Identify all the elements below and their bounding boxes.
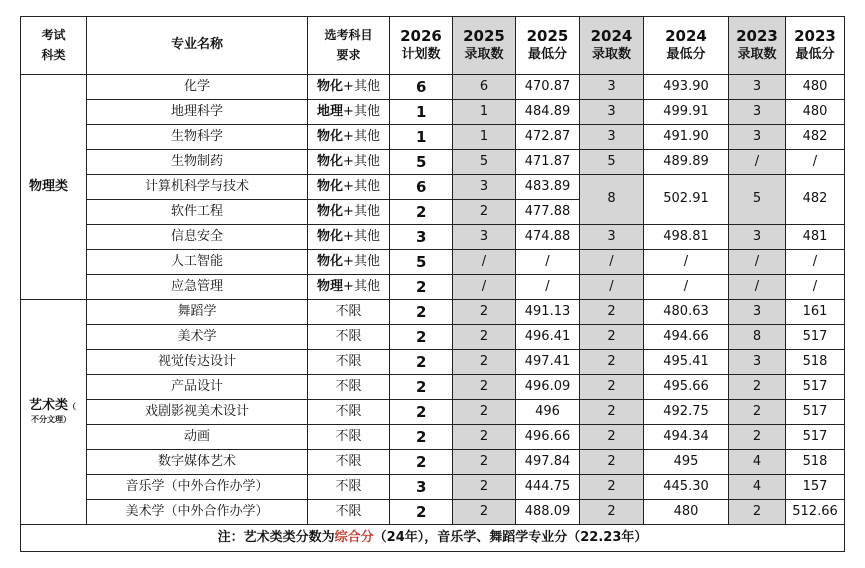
admitted-2024: 3 — [580, 75, 644, 100]
subject-requirement — [308, 150, 390, 175]
min-score-2023: 517 — [786, 375, 845, 400]
min-score-2023: 517 — [786, 400, 845, 425]
admitted-2023: 4 — [729, 450, 786, 475]
table-row — [21, 150, 845, 175]
subject-requirement: 不限 — [308, 400, 390, 425]
min-score-2024: 493.90 — [644, 75, 729, 100]
admitted-2025: 2 — [453, 300, 516, 325]
admitted-2025: 2 — [453, 325, 516, 350]
min-score-2023: 517 — [786, 325, 845, 350]
footer-note — [21, 525, 845, 552]
admitted-2025: 1 — [453, 125, 516, 150]
min-score-2023: 512.66 — [786, 500, 845, 525]
min-score-2023: / — [786, 250, 845, 275]
min-score-2023: / — [786, 150, 845, 175]
major-name: 美术学（中外合作办学） — [87, 500, 308, 525]
footer-prefix: 注：艺术类类分数为 — [217, 529, 335, 545]
admitted-2025: 5 — [453, 150, 516, 175]
subject-bold: 物化 — [317, 253, 344, 269]
plan-2026: 1 — [390, 125, 453, 150]
plan-2026: 2 — [390, 275, 453, 300]
subject-bold: 物化 — [317, 78, 344, 94]
min-score-2023: 161 — [786, 300, 845, 325]
table-row — [21, 175, 845, 200]
subject-bold: 物理 — [317, 278, 344, 294]
admitted-2024: 2 — [580, 375, 644, 400]
table-row — [21, 425, 845, 450]
table-row — [21, 225, 845, 250]
min-score-2023: 482 — [786, 125, 845, 150]
subject-bold: 物化 — [317, 203, 344, 219]
admitted-2024: 2 — [580, 300, 644, 325]
min-score-2024: / — [644, 275, 729, 300]
admitted-2024: 2 — [580, 400, 644, 425]
major-name: 音乐学（中外合作办学） — [87, 475, 308, 500]
subject-requirement: 不限 — [308, 500, 390, 525]
header-major: 专业名称 — [87, 17, 308, 75]
major-name: 信息安全 — [87, 225, 308, 250]
major-name: 地理科学 — [87, 100, 308, 125]
admitted-2025: 6 — [453, 75, 516, 100]
subject-rest: +其他 — [343, 128, 380, 144]
admitted-2023: 2 — [729, 500, 786, 525]
table-row — [21, 450, 845, 475]
admitted-2025: / — [453, 250, 516, 275]
min-score-2025: / — [516, 250, 580, 275]
admitted-2023: 3 — [729, 225, 786, 250]
plan-2026: 3 — [390, 475, 453, 500]
admitted-2024: 3 — [580, 100, 644, 125]
min-score-2025: 471.87 — [516, 150, 580, 175]
admitted-2023: 3 — [729, 125, 786, 150]
min-score-2023: 518 — [786, 450, 845, 475]
admitted-2024: 2 — [580, 350, 644, 375]
admitted-2025: 2 — [453, 375, 516, 400]
min-score-2023: 518 — [786, 350, 845, 375]
plan-2026: 2 — [390, 450, 453, 475]
admitted-2024: 3 — [580, 125, 644, 150]
admitted-2023: 8 — [729, 325, 786, 350]
min-score-2024: 491.90 — [644, 125, 729, 150]
min-score-2024: / — [644, 250, 729, 275]
min-score-2025: 497.84 — [516, 450, 580, 475]
header-min-2025: 2025 最低分 — [516, 17, 580, 75]
subject-rest: +其他 — [343, 153, 380, 169]
admitted-2024: / — [580, 250, 644, 275]
admitted-2023: 4 — [729, 475, 786, 500]
table-row — [21, 75, 845, 100]
admission-score-table — [20, 16, 845, 552]
admission-table-frame — [20, 16, 845, 552]
admitted-2024: 2 — [580, 325, 644, 350]
plan-2026: 6 — [390, 75, 453, 100]
admitted-2024: / — [580, 275, 644, 300]
admitted-2025: 2 — [453, 475, 516, 500]
header-adm-2024: 2024 录取数 — [580, 17, 644, 75]
table-row — [21, 350, 845, 375]
table-row — [21, 500, 845, 525]
admitted-2024: 2 — [580, 450, 644, 475]
category-art-paren: （ — [68, 402, 77, 412]
table-row — [21, 375, 845, 400]
major-name: 产品设计 — [87, 375, 308, 400]
admitted-2023: / — [729, 250, 786, 275]
major-name: 舞蹈学 — [87, 300, 308, 325]
header-adm-2025: 2025 录取数 — [453, 17, 516, 75]
subject-rest: +其他 — [343, 228, 380, 244]
admitted-2025: 2 — [453, 425, 516, 450]
subject-requirement: 不限 — [308, 475, 390, 500]
min-score-2025: 496 — [516, 400, 580, 425]
subject-rest: +其他 — [343, 103, 380, 119]
min-score-2024: 495.41 — [644, 350, 729, 375]
table-row — [21, 100, 845, 125]
min-score-2023: 517 — [786, 425, 845, 450]
subject-rest: +其他 — [343, 278, 380, 294]
min-score-2025: 496.09 — [516, 375, 580, 400]
min-score-2025: 474.88 — [516, 225, 580, 250]
admitted-2024: 2 — [580, 475, 644, 500]
admitted-2024: 5 — [580, 150, 644, 175]
admitted-2025: 2 — [453, 400, 516, 425]
subject-bold: 物化 — [317, 153, 344, 169]
admitted-2024: 3 — [580, 225, 644, 250]
min-score-2023: 480 — [786, 75, 845, 100]
admitted-2023: 3 — [729, 100, 786, 125]
subject-rest: +其他 — [343, 253, 380, 269]
subject-requirement — [308, 175, 390, 200]
header-plan-2026: 2026 计划数 — [390, 17, 453, 75]
min-score-2025: 483.89 — [516, 175, 580, 200]
min-score-2025: 491.13 — [516, 300, 580, 325]
table-row — [21, 475, 845, 500]
admitted-2023: 3 — [729, 350, 786, 375]
admitted-2023: 5 — [729, 175, 786, 225]
admitted-2024: 8 — [580, 175, 644, 225]
min-score-2024: 502.91 — [644, 175, 729, 225]
plan-2026: 5 — [390, 250, 453, 275]
major-name: 生物科学 — [87, 125, 308, 150]
subject-requirement — [308, 75, 390, 100]
subject-bold: 物化 — [317, 178, 344, 194]
min-score-2024: 489.89 — [644, 150, 729, 175]
min-score-2025: 472.87 — [516, 125, 580, 150]
subject-rest: +其他 — [343, 78, 380, 94]
admitted-2024: 2 — [580, 425, 644, 450]
major-name: 化学 — [87, 75, 308, 100]
major-name: 人工智能 — [87, 250, 308, 275]
major-name: 应急管理 — [87, 275, 308, 300]
plan-2026: 6 — [390, 175, 453, 200]
major-name: 动画 — [87, 425, 308, 450]
subject-requirement — [308, 100, 390, 125]
subject-requirement — [308, 275, 390, 300]
major-name: 数字媒体艺术 — [87, 450, 308, 475]
subject-requirement — [308, 200, 390, 225]
major-name: 计算机科学与技术 — [87, 175, 308, 200]
subject-requirement — [308, 125, 390, 150]
plan-2026: 2 — [390, 500, 453, 525]
major-name: 美术学 — [87, 325, 308, 350]
plan-2026: 3 — [390, 225, 453, 250]
admitted-2025: 1 — [453, 100, 516, 125]
subject-requirement — [308, 225, 390, 250]
min-score-2025: / — [516, 275, 580, 300]
plan-2026: 2 — [390, 375, 453, 400]
subject-requirement: 不限 — [308, 325, 390, 350]
admitted-2023: 3 — [729, 75, 786, 100]
plan-2026: 2 — [390, 400, 453, 425]
admitted-2025: 2 — [453, 450, 516, 475]
plan-2026: 2 — [390, 325, 453, 350]
header-adm-2023: 2023 录取数 — [729, 17, 786, 75]
admitted-2025: 3 — [453, 225, 516, 250]
subject-requirement: 不限 — [308, 425, 390, 450]
major-name: 生物制药 — [87, 150, 308, 175]
admitted-2025: / — [453, 275, 516, 300]
footer-highlight: 综合分 — [334, 529, 374, 545]
table-row — [21, 250, 845, 275]
min-score-2023: 481 — [786, 225, 845, 250]
min-score-2024: 492.75 — [644, 400, 729, 425]
min-score-2025: 496.41 — [516, 325, 580, 350]
min-score-2025: 477.88 — [516, 200, 580, 225]
subject-bold: 物化 — [317, 128, 344, 144]
admitted-2023: 2 — [729, 375, 786, 400]
min-score-2023: 480 — [786, 100, 845, 125]
min-score-2024: 495.66 — [644, 375, 729, 400]
category-art-sub: 不分文理） — [31, 414, 71, 424]
subject-requirement: 不限 — [308, 300, 390, 325]
min-score-2024: 445.30 — [644, 475, 729, 500]
header-min-2023: 2023 最低分 — [786, 17, 845, 75]
subject-requirement: 不限 — [308, 450, 390, 475]
major-name: 戏剧影视美术设计 — [87, 400, 308, 425]
major-name: 视觉传达设计 — [87, 350, 308, 375]
major-name: 软件工程 — [87, 200, 308, 225]
table-row — [21, 125, 845, 150]
min-score-2025: 496.66 — [516, 425, 580, 450]
admitted-2025: 2 — [453, 500, 516, 525]
min-score-2024: 495 — [644, 450, 729, 475]
plan-2026: 2 — [390, 350, 453, 375]
min-score-2025: 470.87 — [516, 75, 580, 100]
subject-requirement — [308, 250, 390, 275]
plan-2026: 5 — [390, 150, 453, 175]
admitted-2023: 2 — [729, 400, 786, 425]
subject-rest: +其他 — [343, 203, 380, 219]
admitted-2025: 3 — [453, 175, 516, 200]
table-row — [21, 400, 845, 425]
table-row — [21, 300, 845, 325]
subject-requirement: 不限 — [308, 375, 390, 400]
min-score-2024: 494.34 — [644, 425, 729, 450]
min-score-2023: / — [786, 275, 845, 300]
admitted-2025: 2 — [453, 350, 516, 375]
min-score-2023: 157 — [786, 475, 845, 500]
plan-2026: 2 — [390, 425, 453, 450]
subject-bold: 物化 — [317, 228, 344, 244]
header-category: 考试 科类 — [21, 17, 87, 75]
min-score-2024: 494.66 — [644, 325, 729, 350]
min-score-2024: 498.81 — [644, 225, 729, 250]
admitted-2025: 2 — [453, 200, 516, 225]
header-subject: 选考科目 要求 — [308, 17, 390, 75]
min-score-2025: 488.09 — [516, 500, 580, 525]
min-score-2025: 484.89 — [516, 100, 580, 125]
admitted-2023: / — [729, 150, 786, 175]
min-score-2023: 482 — [786, 175, 845, 225]
table-row — [21, 325, 845, 350]
admitted-2023: 3 — [729, 300, 786, 325]
header-min-2024: 2024 最低分 — [644, 17, 729, 75]
admitted-2023: / — [729, 275, 786, 300]
admitted-2024: 2 — [580, 500, 644, 525]
plan-2026: 2 — [390, 200, 453, 225]
footer-row — [21, 525, 845, 552]
plan-2026: 1 — [390, 100, 453, 125]
min-score-2025: 444.75 — [516, 475, 580, 500]
table-row — [21, 275, 845, 300]
admitted-2023: 2 — [729, 425, 786, 450]
category-art — [21, 300, 87, 525]
min-score-2024: 480 — [644, 500, 729, 525]
subject-rest: +其他 — [343, 178, 380, 194]
subject-requirement: 不限 — [308, 350, 390, 375]
footer-suffix: （24年），音乐学、舞蹈学专业分（22.23年） — [373, 529, 648, 545]
category-physics: 物理类 — [21, 75, 87, 300]
min-score-2024: 480.63 — [644, 300, 729, 325]
min-score-2025: 497.41 — [516, 350, 580, 375]
header-row — [21, 17, 845, 75]
category-art-label: 艺术类 — [29, 398, 69, 414]
min-score-2024: 499.91 — [644, 100, 729, 125]
plan-2026: 2 — [390, 300, 453, 325]
subject-bold: 地理 — [317, 103, 344, 119]
